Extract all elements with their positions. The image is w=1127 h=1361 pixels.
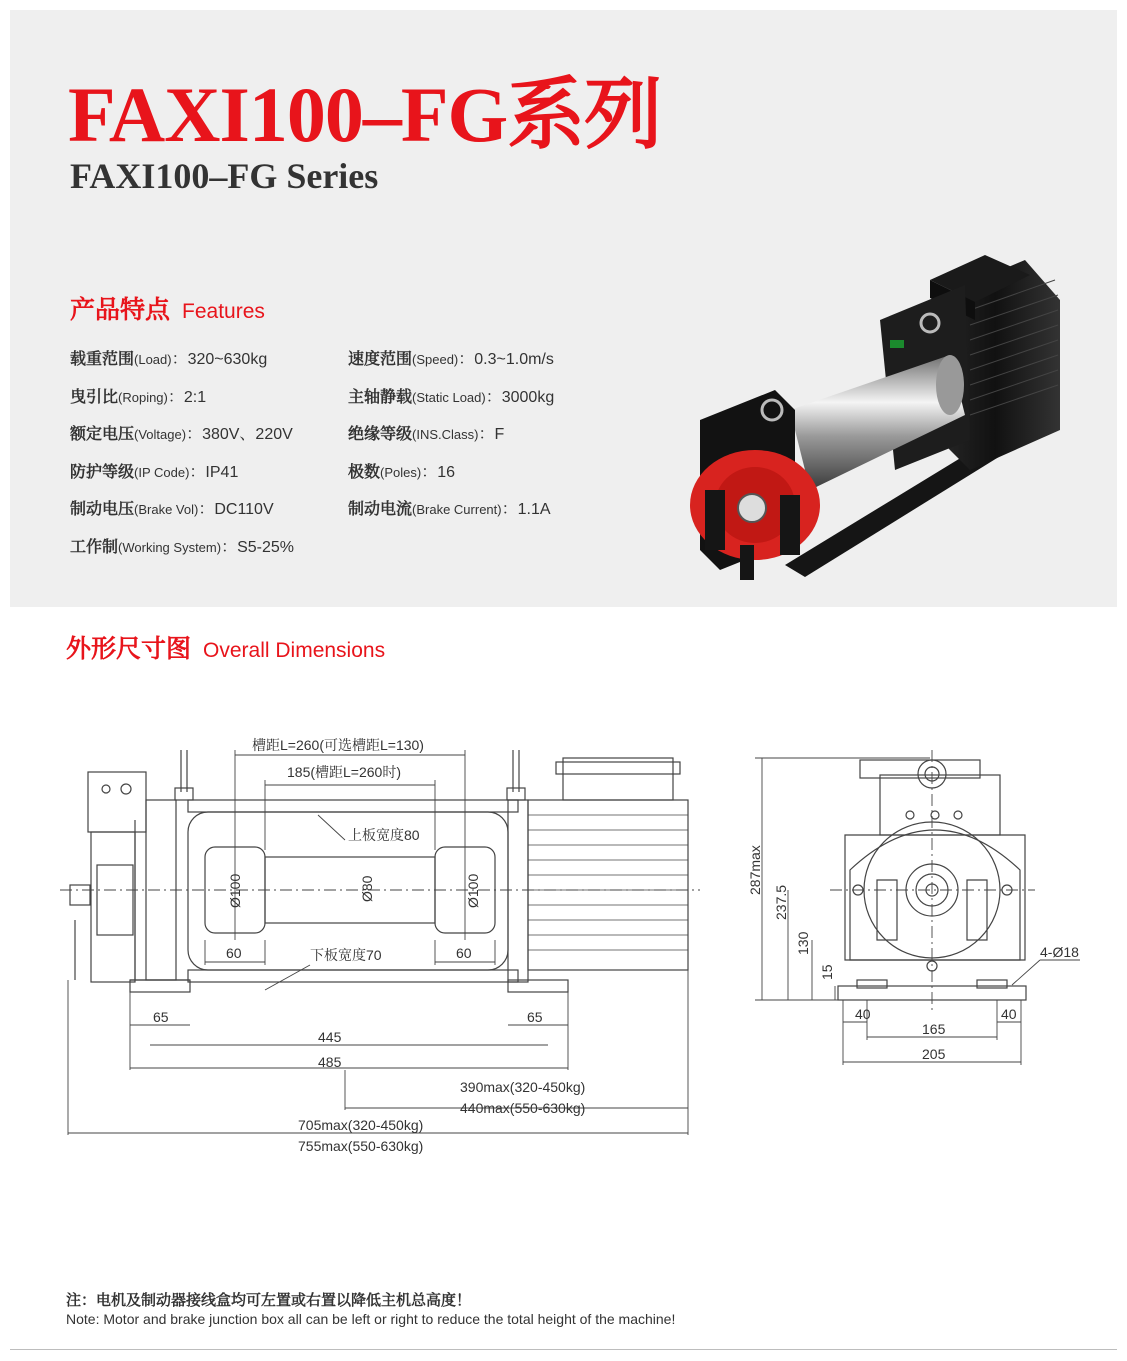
- width-445: 445: [318, 1029, 342, 1045]
- height-130: 130: [795, 931, 811, 955]
- dimension-drawing: [0, 690, 1127, 1210]
- dimensions-heading-en: Overall Dimensions: [203, 639, 386, 662]
- note-en: Note: Motor and brake junction box all can be left or right to reduce the total height of the machine!: [66, 1311, 676, 1327]
- width-705: 705max(320-450kg): [298, 1117, 424, 1133]
- width-440: 440max(550-630kg): [460, 1100, 586, 1116]
- traction-machine-image: [680, 240, 1100, 600]
- width-60-right: 60: [456, 945, 472, 961]
- bottom-plate-label: 下板宽度70: [310, 947, 382, 963]
- height-15: 15: [819, 964, 835, 980]
- width-165: 165: [922, 1021, 946, 1037]
- width-755: 755max(550-630kg): [298, 1138, 424, 1154]
- dia-100-left: Ø100: [227, 873, 243, 908]
- dimensions-heading-cn: 外形尺寸图: [66, 635, 192, 663]
- spec-ins-class: 绝缘等级(INS.Class)：F: [348, 426, 505, 443]
- spec-brake-current: 制动电流(Brake Current)：1.1A: [348, 501, 551, 518]
- spec-working-system: 工作制(Working System)：S5-25%: [70, 539, 295, 556]
- height-237: 237.5: [773, 884, 789, 920]
- holes-label: 4-Ø18: [1040, 944, 1079, 960]
- width-390: 390max(320-450kg): [460, 1079, 586, 1095]
- width-205: 205: [922, 1046, 946, 1062]
- side-view-drawing: [60, 737, 700, 1154]
- spec-speed: 速度范围(Speed)：0.3~1.0m/s: [348, 351, 554, 368]
- spec-poles: 极数(Poles)：16: [348, 464, 456, 481]
- spec-voltage: 额定电压(Voltage)：380V、220V: [70, 426, 293, 443]
- spec-roping: 曳引比(Roping)：2:1: [70, 389, 207, 406]
- bottom-divider: [10, 1349, 1117, 1350]
- spec-ip-code: 防护等级(IP Code)：IP41: [70, 464, 239, 481]
- width-485: 485: [318, 1054, 342, 1070]
- features-heading: [70, 298, 265, 323]
- note-cn: 注：电机及制动器接线盒均可左置或右置以降低主机总高度！: [66, 1292, 472, 1309]
- features-heading-cn: 产品特点: [70, 296, 171, 324]
- dia-80: Ø80: [359, 875, 375, 902]
- width-60-left: 60: [226, 945, 242, 961]
- features-heading-en: Features: [182, 300, 265, 323]
- front-view-drawing: [747, 750, 1080, 1065]
- width-40-left: 40: [855, 1006, 871, 1022]
- page-title: FAXI100–FG系列: [68, 71, 662, 158]
- top-plate-label: 上板宽度80: [348, 827, 420, 843]
- width-40-right: 40: [1001, 1006, 1017, 1022]
- width-65-right: 65: [527, 1009, 543, 1025]
- height-287: 287max: [747, 845, 763, 895]
- width-65-left: 65: [153, 1009, 169, 1025]
- groove-label: 槽距L=260(可选槽距L=130): [252, 737, 424, 753]
- dia-100-right: Ø100: [465, 873, 481, 908]
- dimensions-heading: [66, 637, 385, 662]
- spec-load: 载重范围(Load)：320~630kg: [70, 351, 268, 368]
- page-subtitle: FAXI100–FG Series: [70, 156, 379, 196]
- spec-brake-voltage: 制动电压(Brake Vol)：DC110V: [70, 501, 274, 518]
- spec-static-load: 主轴静载(Static Load)：3000kg: [348, 389, 555, 406]
- groove-185-label: 185(槽距L=260时): [287, 764, 402, 780]
